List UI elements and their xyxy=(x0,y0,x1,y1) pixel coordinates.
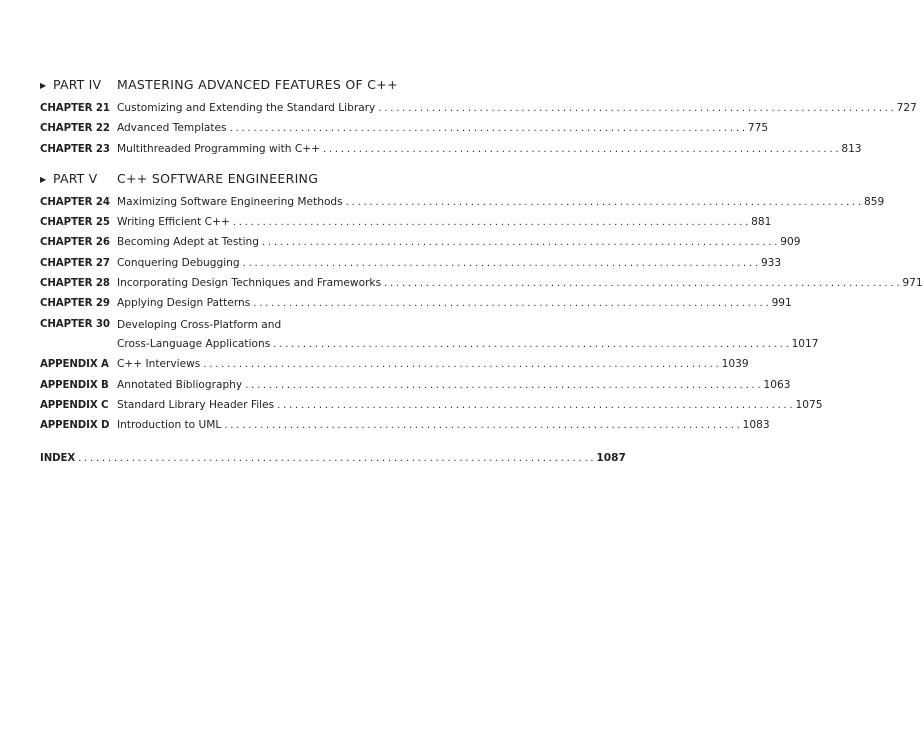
toc-entry-chapter-28[interactable] xyxy=(40,277,923,297)
entry-label: CHAPTER 25 xyxy=(40,217,110,229)
part-heading-iv xyxy=(40,77,475,98)
entry-label: CHAPTER 29 xyxy=(40,298,110,310)
entry-page-number: 1063 xyxy=(763,378,791,391)
table-of-contents xyxy=(40,77,923,473)
dot-leader xyxy=(203,359,718,370)
entry-title: Standard Library Header Files xyxy=(117,398,275,411)
entry-page-number: 1075 xyxy=(795,398,823,411)
entry-label: APPENDIX C xyxy=(40,399,109,411)
toc-entry-chapter-24[interactable] xyxy=(40,195,885,216)
entry-label: CHAPTER 30 xyxy=(40,318,110,330)
entry-label: APPENDIX B xyxy=(40,379,109,391)
entry-title: C++ Interviews xyxy=(117,358,201,371)
entry-label: CHAPTER 21 xyxy=(40,103,110,114)
entry-title: Customizing and Extending the Standard Library xyxy=(117,102,376,114)
toc-entry-chapter-26[interactable] xyxy=(40,236,801,256)
dot-leader xyxy=(245,380,760,391)
dot-leader xyxy=(346,197,861,208)
toc-entry-chapter-25[interactable] xyxy=(40,216,772,236)
dot-leader xyxy=(323,144,838,155)
triangle-right-icon: ▶ xyxy=(40,81,47,90)
part-title: C++ SOFTWARE ENGINEERING xyxy=(117,170,319,186)
toc-entry-chapter-23[interactable] xyxy=(40,142,862,163)
toc-entry-appendix-d[interactable] xyxy=(40,419,770,439)
index-label: INDEX xyxy=(40,453,76,465)
part-title: MASTERING ADVANCED FEATURES OF C++ xyxy=(117,77,398,92)
toc-entry-appendix-b[interactable] xyxy=(40,378,791,399)
entry-page-number: 1039 xyxy=(721,358,749,371)
dot-leader xyxy=(230,123,745,134)
entry-page-number: 1017 xyxy=(791,337,819,350)
entry-title: Becoming Adept at Testing xyxy=(117,236,259,249)
entry-title: Multithreaded Programming with C++ xyxy=(117,142,320,155)
triangle-right-icon: ▶ xyxy=(40,174,47,184)
part-label: PART V xyxy=(53,170,98,186)
entry-title: Introduction to UML xyxy=(117,419,222,432)
entry-title: Writing Efficient C++ xyxy=(117,216,230,229)
entry-page-number: 727 xyxy=(896,102,917,114)
toc-entry-chapter-27[interactable] xyxy=(40,256,782,277)
dot-leader xyxy=(224,420,739,431)
entry-label: CHAPTER 28 xyxy=(40,278,110,290)
dot-leader xyxy=(384,278,899,289)
entry-page-number: 971 xyxy=(902,277,923,290)
entry-title: Incorporating Design Techniques and Frameworks xyxy=(117,277,382,290)
part-label: PART IV xyxy=(53,77,102,92)
entry-title: Conquering Debugging xyxy=(117,256,240,269)
toc-entry-chapter-29[interactable] xyxy=(40,297,792,317)
entry-label: CHAPTER 22 xyxy=(40,123,110,135)
toc-entry-chapter-30[interactable] xyxy=(40,318,819,359)
toc-entry-chapter-21[interactable] xyxy=(40,102,917,122)
entry-title-line-2: Cross-Language Applications xyxy=(117,337,271,350)
toc-entry-appendix-a[interactable] xyxy=(40,358,749,378)
entry-title: Annotated Bibliography xyxy=(117,378,243,391)
entry-page-number: 909 xyxy=(780,236,801,249)
entry-label: APPENDIX A xyxy=(40,359,109,371)
entry-page-number: 881 xyxy=(751,216,772,229)
dot-leader xyxy=(253,298,768,309)
entry-page-number: 775 xyxy=(747,122,769,135)
entry-label: CHAPTER 24 xyxy=(40,196,110,208)
toc-entry-appendix-c[interactable] xyxy=(40,398,823,419)
dot-leader xyxy=(277,400,792,411)
dot-leader xyxy=(273,339,788,350)
entry-page-number: 991 xyxy=(771,297,792,310)
entry-label: CHAPTER 23 xyxy=(40,143,110,155)
entry-page-number: 933 xyxy=(760,256,782,269)
dot-leader xyxy=(233,217,748,228)
entry-page-number: 859 xyxy=(864,195,885,208)
entry-title: Advanced Templates xyxy=(117,122,227,135)
dot-leader xyxy=(78,453,593,464)
entry-title-line-1: Developing Cross-Platform and xyxy=(117,318,282,331)
index-page-number: 1087 xyxy=(596,452,626,465)
entry-page-number: 1083 xyxy=(742,419,770,432)
entry-title: Maximizing Software Engineering Methods xyxy=(117,195,343,208)
dot-leader xyxy=(378,103,893,114)
entry-label: APPENDIX D xyxy=(40,420,110,432)
toc-entry-chapter-22[interactable] xyxy=(40,122,769,142)
entry-label: CHAPTER 26 xyxy=(40,237,110,249)
entry-page-number: 813 xyxy=(841,142,862,155)
toc-entry-index[interactable] xyxy=(40,452,626,472)
dot-leader xyxy=(243,258,758,269)
entry-title: Applying Design Patterns xyxy=(117,297,251,310)
entry-label: CHAPTER 27 xyxy=(40,257,110,269)
part-heading-v xyxy=(40,171,475,192)
dot-leader xyxy=(262,237,777,248)
